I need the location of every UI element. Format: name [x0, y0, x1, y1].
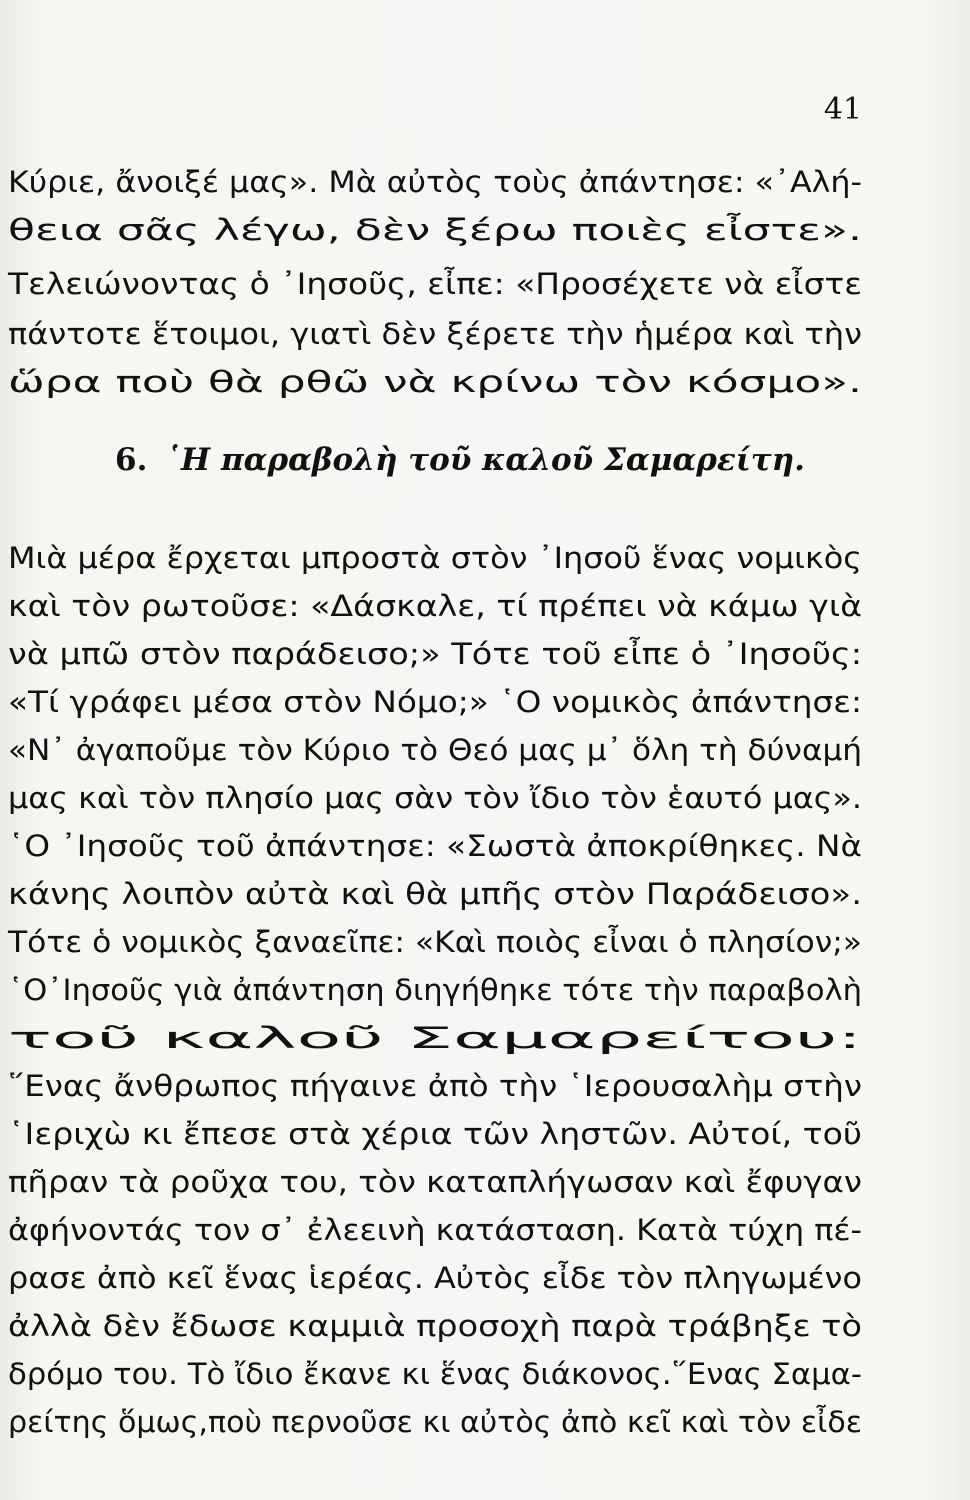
text-line-content: Τελειώνοντας ὁ ᾿Ιησοῦς, εἶπε: «Προσέχετε νὰ εἶστε: [8, 267, 862, 301]
text-line: [0, 1352, 970, 1396]
text-line: [0, 1304, 970, 1348]
text-line-content: ῾Ο ᾿Ιησοῦς τοῦ ἀπάντησε: «Σωστὰ ἀποκρίθηκες. Νὰ: [8, 829, 862, 863]
text-line-content: πῆραν τὰ ροῦχα του, τὸν καταπλήγωσαν καὶ ἔφυγαν: [8, 1165, 862, 1199]
text-line-content: ῾Ιεριχὼ κι ἔπεσε στὰ χέρια τῶν ληστῶν. Αὐτοί, τοῦ: [8, 1117, 862, 1151]
page-number: 41: [823, 92, 862, 127]
text-line: [0, 824, 970, 868]
text-line-content: ῾Ο᾿Ιησοῦς γιὰ ἀπάντηση διηγήθηκε τότε τὴν παραβολὴ: [8, 973, 862, 1007]
text-line-content: μας καὶ τὸν πλησίο μας σὰν τὸν ἴδιο τὸν ἑαυτό μας».: [8, 781, 863, 815]
text-line-content: δρόμο του. Τὸ ἴδιο ἔκανε κι ἕνας διάκονος.῞Ενας Σαμα-: [8, 1357, 862, 1391]
text-line: [0, 1256, 970, 1300]
text-line-content: ρασε ἀπὸ κεῖ ἕνας ἱερέας. Αὐτὸς εἶδε τὸν πληγωμένο: [8, 1261, 862, 1295]
section-number: 6.: [115, 442, 148, 478]
text-line: [0, 1112, 970, 1156]
text-line: [0, 360, 970, 404]
section-title: ῾Η παραβολὴ τοῦ καλοῦ Σαμαρείτη.: [165, 442, 805, 478]
text-line-content: τοῦ καλοῦ Σαμαρείτου:: [8, 1021, 862, 1055]
text-line: [0, 160, 970, 204]
text-line: [0, 872, 970, 916]
text-line: [0, 728, 970, 772]
text-line-content: πάντοτε ἕτοιμοι, γιατὶ δὲν ξέρετε τὴν ἡμέρα καὶ τὴν: [8, 317, 862, 351]
text-line: [0, 1400, 970, 1444]
text-line-content: θεια σᾶς λέγω, δὲν ξέρω ποιὲς εἶστε».: [8, 213, 862, 247]
text-line: [0, 262, 970, 306]
text-line: [0, 536, 970, 580]
text-line-content: «Ν᾿ ἀγαποῦμε τὸν Κύριο τὸ Θεό μας μ᾿ ὅλη τὴ δύναμή: [8, 733, 862, 767]
text-line: [0, 680, 970, 724]
text-line-content: Μιὰ μέρα ἔρχεται μπροστὰ στὸν ᾿Ιησοῦ ἕνας νομικὸς: [8, 541, 862, 575]
text-line-content: ὥρα ποὺ θὰ ρθῶ νὰ κρίνω τὸν κόσμο».: [8, 365, 862, 399]
text-line: [0, 1016, 970, 1060]
text-line-content: ἀφήνοντάς τον σ᾿ ἐλεεινὴ κατάσταση. Κατὰ τύχη πέ-: [8, 1213, 862, 1247]
text-line-content: ἀλλὰ δὲν ἔδωσε καμμιὰ προσοχὴ παρὰ τράβηξε τὸ: [8, 1309, 862, 1343]
text-line: [0, 1208, 970, 1252]
text-line: [0, 1064, 970, 1108]
text-line: [0, 776, 970, 820]
text-line-content: «Τί γράφει μέσα στὸν Νόμο;» ῾Ο νομικὸς ἀπάντησε:: [8, 685, 862, 719]
text-line-content: ῞Ενας ἄνθρωπος πήγαινε ἀπὸ τὴν ῾Ιερουσαλὴμ στὴν: [8, 1069, 862, 1103]
text-line: [0, 1160, 970, 1204]
text-line-content: νὰ μπῶ στὸν παράδεισο;» Τότε τοῦ εἶπε ὁ ᾿Ιησοῦς:: [8, 637, 862, 671]
text-line: [0, 208, 970, 252]
text-line: [0, 920, 970, 964]
section-heading: [115, 442, 805, 478]
text-line-content: ρείτης ὅμως,ποὺ περνοῦσε κι αὐτὸς ἀπὸ κεῖ καὶ τὸν εἶδε: [8, 1405, 862, 1439]
text-line: [0, 632, 970, 676]
text-line: [0, 312, 970, 356]
text-line-content: Κύριε, ἄνοιξέ μας». Μὰ αὐτὸς τοὺς ἀπάντησε: «᾿Αλή-: [8, 165, 862, 199]
text-line: [0, 968, 970, 1012]
text-line-content: καὶ τὸν ρωτοῦσε: «Δάσκαλε, τί πρέπει νὰ κάμω γιὰ: [8, 589, 862, 623]
text-line: [0, 584, 970, 628]
text-line-content: κάνης λοιπὸν αὐτὰ καὶ θὰ μπῆς στὸν Παράδεισο».: [8, 877, 862, 911]
text-line-content: Τότε ὁ νομικὸς ξαναεῖπε: «Καὶ ποιὸς εἶναι ὁ πλησίον;»: [8, 925, 862, 959]
